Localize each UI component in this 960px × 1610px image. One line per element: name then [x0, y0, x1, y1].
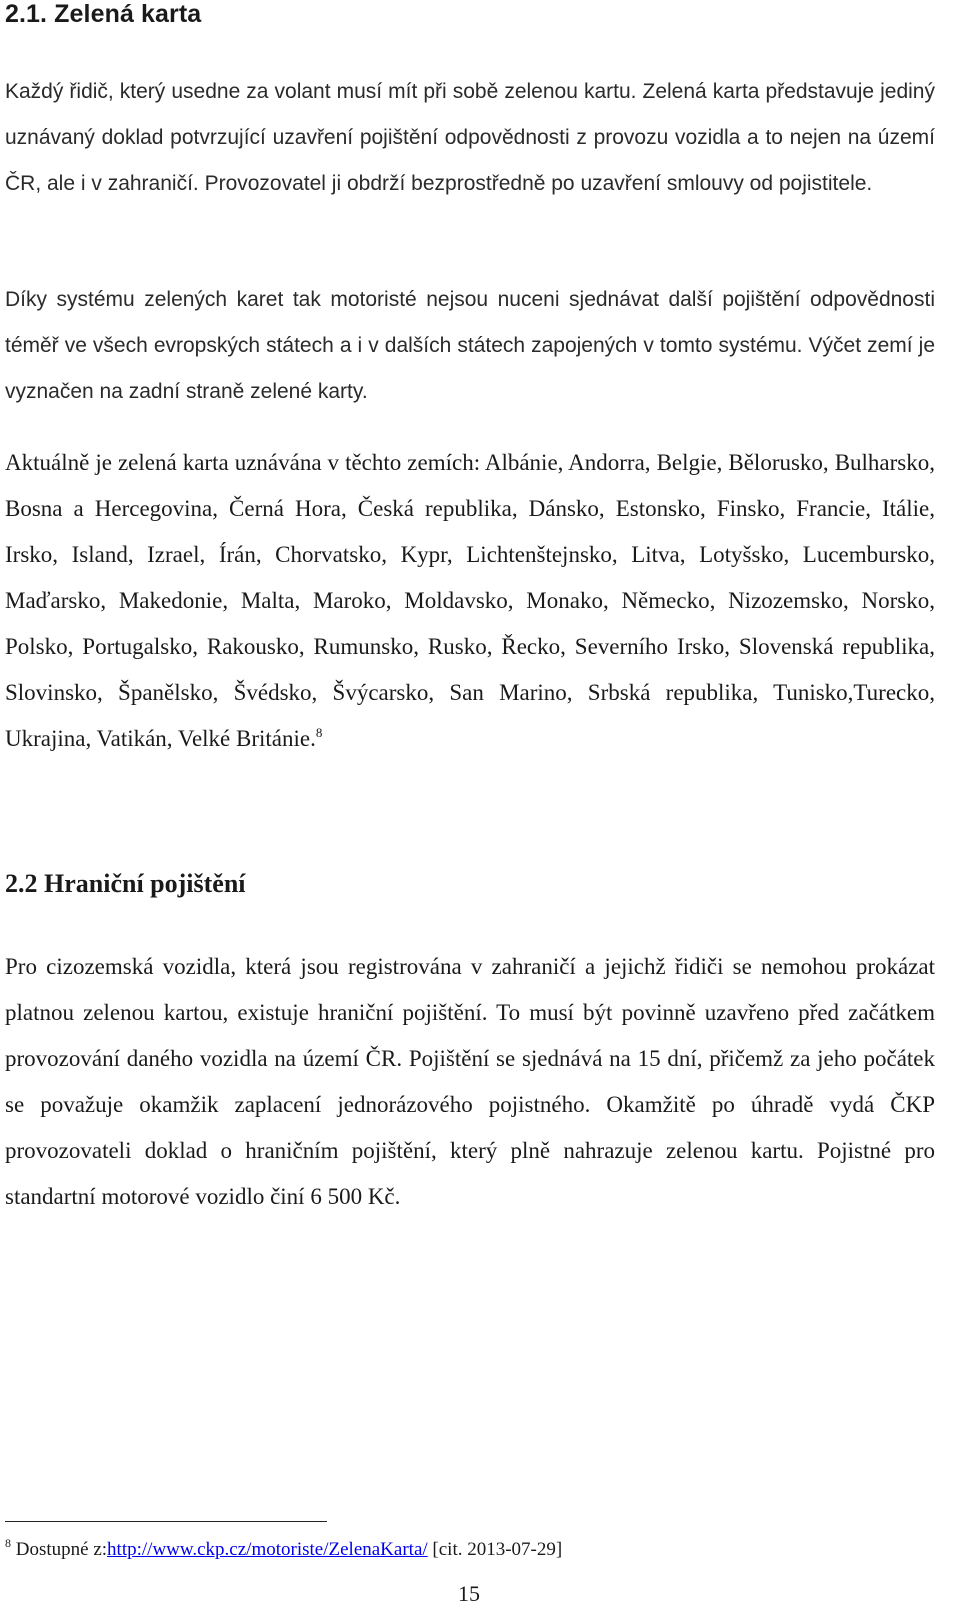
footnote-prefix: Dostupné z: — [11, 1539, 108, 1560]
section-heading-green-card: 2.1. Zelená karta — [5, 0, 202, 28]
section-heading-border-insurance: 2.2 Hraniční pojištění — [5, 869, 246, 898]
countries-text: Aktuálně je zelená karta uznávána v těchto zemích: Albánie, Andorra, Belgie, Bělorusko, Bulharsko, Bosna a Hercegovina, Černá Hora, Česká republika, Dánsko, Estonsko, Finsko, Francie, Itálie, Irsko, Island, Izrael, Írán, Chorvatsko, Kypr, Lichtenštejnsko, Litva, Lotyšsko, Lucembursko, Maďarsko, Makedonie, Malta, Maroko, Moldavsko, Monako, Německo, Nizozemsko, Norsko, Polsko, Portugalsko, Rakousko, Rumunsko, Rusko, Řecko, Severního Irsko, Slovenská republika, Slovinsko, Španělsko, Švédsko, Švýcarsko, San Marino, Srbská republika, Tunisko,Turecko, Ukrajina, Vatikán, Velké Británie. — [5, 450, 935, 751]
paragraph-green-card-system: Díky systému zelených karet tak motoristé nejsou nuceni sjednávat další pojištění odpovědnosti téměř ve všech evropských státech a i v dalších státech zapojených v tomto systému. Výčet zemí je vyznačen na zadní straně zelené karty. — [5, 288, 935, 403]
paragraph-green-card-countries — [5, 440, 935, 762]
footnote-suffix: [cit. 2013-07-29] — [427, 1539, 563, 1560]
footnote-number: 8 — [5, 1536, 11, 1550]
footnote — [5, 1538, 562, 1562]
footnote-separator — [5, 1521, 327, 1522]
paragraph-border-insurance: Pro cizozemská vozidla, která jsou registrována v zahraničí a jejichž řidiči se nemohou prokázat platnou zelenou kartou, existuje hraniční pojištění. To musí být povinně uzavřeno před začátkem provozování daného vozidla na území ČR. Pojištění se sjednává na 15 dní, přičemž za jeho počátek se považuje okamžik zaplacení jednorázového pojistného. Okamžitě po úhradě vydá ČKP provozovateli doklad o hraničním pojištění, který plně nahrazuje zelenou kartu. Pojistné pro standartní motorové vozidlo činí 6 500 Kč. — [5, 954, 935, 1209]
paragraph-green-card-intro: Každý řidič, který usedne za volant musí mít při sobě zelenou kartu. Zelená karta představuje jediný uznávaný doklad potvrzující uzavření pojištění odpovědnosti z provozu vozidla a to nejen na území ČR, ale i v zahraničí. Provozovatel ji obdrží bezprostředně po uzavření smlouvy od pojistitele. — [5, 80, 935, 195]
footnote-link[interactable]: http://www.ckp.cz/motoriste/ZelenaKarta/ — [107, 1539, 428, 1560]
footnote-reference[interactable]: 8 — [315, 725, 323, 740]
page-number: 15 — [458, 1581, 480, 1606]
